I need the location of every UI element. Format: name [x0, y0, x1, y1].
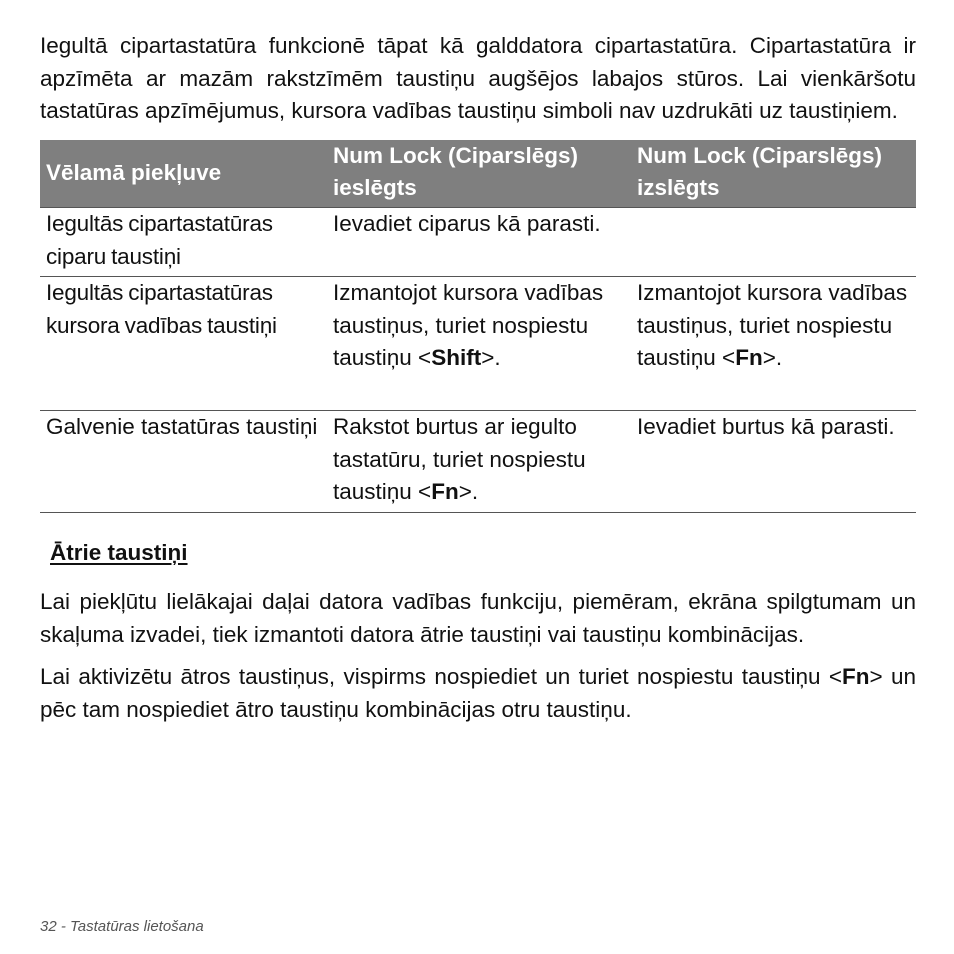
cell-text: Rakstot burtus ar iegulto tastatūru, turiet nospiestu taustiņu < — [333, 414, 586, 504]
cell-embedded-cursor-keys: Iegultās cipartastatūras kursora vadības taustiņi — [46, 280, 277, 338]
cell-main-keys: Galvenie tastatūras taustiņi — [46, 414, 318, 439]
table-row — [40, 208, 916, 277]
table-row — [40, 277, 916, 411]
key-shift: Shift — [431, 345, 482, 370]
table-header-row — [40, 140, 916, 208]
header-desired-access: Vēlamā piekļuve — [40, 140, 327, 208]
page-footer: 32 - Tastatūras lietošana — [40, 918, 204, 935]
cell-text: >. — [762, 345, 783, 370]
cell-main-off: Ievadiet burtus kā parasti. — [637, 414, 895, 439]
key-fn: Fn — [735, 345, 763, 370]
cell-cursor-on — [327, 277, 631, 411]
cell-text: Izmantojot kursora vadības taustiņus, turiet nospiestu taustiņu < — [333, 280, 604, 370]
cell-text: Izmantojot kursora vadības taustiņus, turiet nospiestu taustiņu < — [637, 280, 908, 370]
section-heading: Ātrie taustiņi — [50, 540, 188, 565]
paragraph-text: Lai aktivizētu ātros taustiņus, vispirms nospiediet un turiet nospiestu taustiņu < — [40, 664, 842, 689]
key-fn: Fn — [841, 664, 870, 689]
table-row — [40, 411, 916, 513]
cell-main-on — [327, 411, 631, 513]
hotkeys-paragraph: Lai piekļūtu lielākajai daļai datora vadības funkciju, piemēram, ekrāna spilgtumam un skaļuma izvadei, tiek izmantoti datora ātrie taustiņi vai taustiņu kombinācijas. — [40, 589, 916, 647]
numlock-table — [40, 140, 916, 514]
cell-text: >. — [458, 479, 479, 504]
header-numlock-on: Num Lock (Ciparslēgs) ieslēgts — [327, 140, 631, 208]
cell-numeric-off — [631, 208, 916, 277]
page-content — [40, 30, 916, 726]
paragraph-text: > un pēc tam nospiediet ātro taustiņu kombinācijas otru taustiņu. — [40, 664, 916, 722]
intro-paragraph: Iegultā cipartastatūra funkcionē tāpat kā galddatora cipartastatūra. Cipartastatūra ir apzīmēta ar mazām rakstzīmēm taustiņu augšējos labajos stūros. Lai vienkāršotu tastatūras apzīmējumus, kursora vadības taustiņu simboli nav uzdrukāti uz taustiņiem. — [40, 33, 916, 123]
header-numlock-off: Num Lock (Ciparslēgs) izslēgts — [631, 140, 916, 208]
key-fn: Fn — [431, 479, 459, 504]
cell-numeric-on: Ievadiet ciparus kā parasti. — [333, 211, 601, 236]
cell-text: >. — [481, 345, 501, 370]
cell-embedded-numeric-keys: Iegultās cipartastatūras ciparu taustiņi — [46, 211, 273, 269]
activate-hotkeys-paragraph — [40, 661, 916, 726]
cell-cursor-off — [631, 277, 916, 411]
